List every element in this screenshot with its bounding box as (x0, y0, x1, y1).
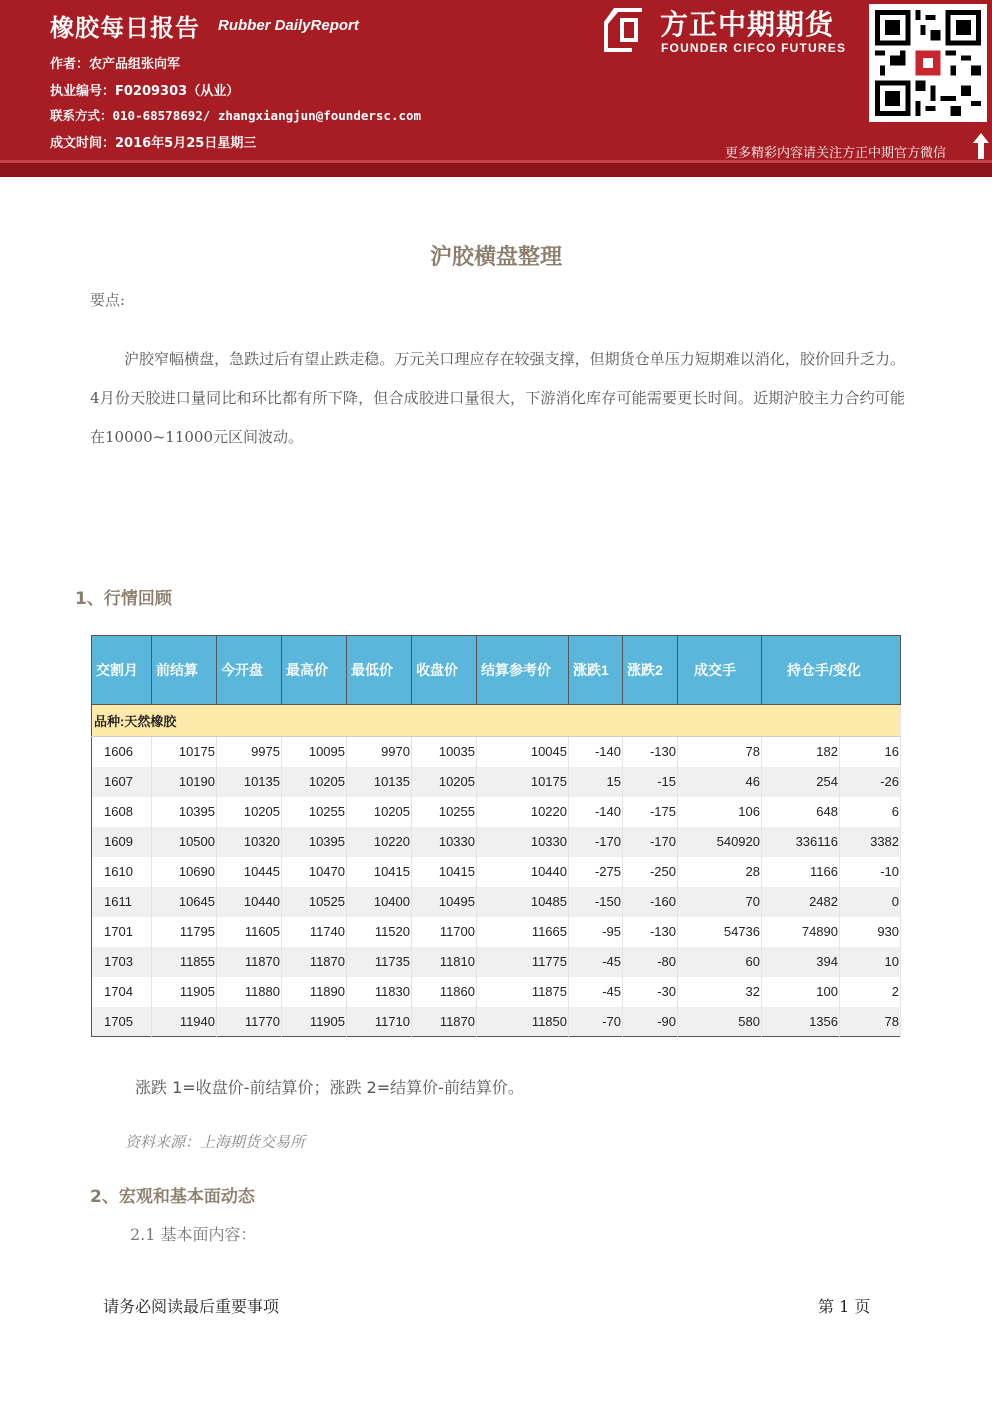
table-cell: 9975 (217, 737, 282, 767)
logo-text-cn: 方正中期期货 (660, 8, 835, 41)
table-cell: 11850 (477, 1007, 569, 1037)
table-cell: 3382 (840, 827, 901, 857)
table-cell: 10400 (347, 887, 412, 917)
table-cell: 11870 (282, 947, 347, 977)
data-source: 资料来源：上海期货交易所 (125, 1133, 306, 1151)
table-cell: 10445 (217, 857, 282, 887)
table-cell: 10525 (282, 887, 347, 917)
table-cell: 10045 (477, 737, 569, 767)
table-cell: 1703 (92, 947, 152, 977)
table-cell: -130 (623, 917, 678, 947)
table-cell: 1705 (92, 1007, 152, 1037)
table-cell: 2482 (762, 887, 840, 917)
table-row (92, 917, 901, 947)
table-cell: 10205 (217, 797, 282, 827)
table-cell: 2 (840, 977, 901, 1007)
table-cell: -250 (623, 857, 678, 887)
table-cell: 182 (762, 737, 840, 767)
table-cell: -175 (623, 797, 678, 827)
column-header: 今开盘 (217, 636, 282, 705)
table-cell: 10220 (347, 827, 412, 857)
logo-icon (604, 8, 642, 52)
table-cell: 32 (678, 977, 762, 1007)
table-cell: 10330 (477, 827, 569, 857)
table-row (92, 857, 901, 887)
table-cell: 10395 (282, 827, 347, 857)
table-cell: 6 (840, 797, 901, 827)
footer-notice: 请务必阅读最后重要事项 (103, 1297, 280, 1316)
table-cell: 11710 (347, 1007, 412, 1037)
table-cell: -26 (840, 767, 901, 797)
table-cell: 11855 (152, 947, 217, 977)
table-cell: 10320 (217, 827, 282, 857)
table-cell: 100 (762, 977, 840, 1007)
table-cell: 106 (678, 797, 762, 827)
table-cell: 11775 (477, 947, 569, 977)
column-header: 前结算 (152, 636, 217, 705)
table-cell: 11880 (217, 977, 282, 1007)
table-cell: 11905 (152, 977, 217, 1007)
table-cell: 1356 (762, 1007, 840, 1037)
table-cell: 11870 (217, 947, 282, 977)
author-line: 作者：农产品组张向军 (50, 57, 181, 72)
table-cell: 16 (840, 737, 901, 767)
table-cell: 11940 (152, 1007, 217, 1037)
table-cell: 10255 (282, 797, 347, 827)
table-cell: 336116 (762, 827, 840, 857)
table-cell: -30 (623, 977, 678, 1007)
section-2-1-title: 2.1 基本面内容： (130, 1225, 257, 1244)
table-row (92, 1007, 901, 1037)
table-cell: 394 (762, 947, 840, 977)
table-cell: 10500 (152, 827, 217, 857)
table-cell: 10645 (152, 887, 217, 917)
column-header: 交割月 (92, 636, 152, 705)
table-cell: 11905 (282, 1007, 347, 1037)
table-cell: -150 (569, 887, 623, 917)
table-cell: 10495 (412, 887, 477, 917)
table-cell: 28 (678, 857, 762, 887)
table-cell: 1610 (92, 857, 152, 887)
table-cell: 930 (840, 917, 901, 947)
table-cell: 10470 (282, 857, 347, 887)
table-cell: -80 (623, 947, 678, 977)
table-row (92, 797, 901, 827)
table-cell: -10 (840, 857, 901, 887)
table-cell: 11810 (412, 947, 477, 977)
table-row (92, 827, 901, 857)
license-line: 执业编号：F0209303（从业） (50, 84, 240, 99)
table-header-row (92, 636, 901, 705)
table-cell: 10190 (152, 767, 217, 797)
table-note: 涨跌 1=收盘价-前结算价；涨跌 2=结算价-前结算价。 (135, 1078, 524, 1097)
table-cell: 10135 (217, 767, 282, 797)
column-header: 成交手 (678, 636, 762, 705)
table-cell: -70 (569, 1007, 623, 1037)
market-review-table (91, 635, 901, 1037)
column-header: 最低价 (347, 636, 412, 705)
table-cell: 10485 (477, 887, 569, 917)
table-cell: 74890 (762, 917, 840, 947)
table-cell: 10415 (412, 857, 477, 887)
key-points-label: 要点: (90, 291, 126, 309)
table-cell: 11605 (217, 917, 282, 947)
table-cell: -160 (623, 887, 678, 917)
table-cell: -275 (569, 857, 623, 887)
table-cell: 254 (762, 767, 840, 797)
table-cell: 1609 (92, 827, 152, 857)
table-row (92, 887, 901, 917)
table-cell: 11830 (347, 977, 412, 1007)
table-cell: 11740 (282, 917, 347, 947)
table-cell: 11700 (412, 917, 477, 947)
table-cell: 9970 (347, 737, 412, 767)
table-cell: 10035 (412, 737, 477, 767)
table-cell: 10255 (412, 797, 477, 827)
table-cell: -95 (569, 917, 623, 947)
table-cell: 15 (569, 767, 623, 797)
table-cell: 10095 (282, 737, 347, 767)
table-row (92, 737, 901, 767)
section-2-title: 2、宏观和基本面动态 (90, 1187, 255, 1207)
table-cell: 10 (840, 947, 901, 977)
table-cell: 10175 (477, 767, 569, 797)
table-cell: 1611 (92, 887, 152, 917)
column-header: 涨跌1 (569, 636, 623, 705)
table-cell: -140 (569, 737, 623, 767)
table-row (92, 947, 901, 977)
table-cell: 540920 (678, 827, 762, 857)
date-line: 成文时间：2016年5月25日星期三 (50, 136, 257, 151)
report-title-cn: 橡胶每日报告 (50, 14, 200, 42)
arrow-up-icon (973, 133, 989, 159)
logo-text-en: FOUNDER CIFCO FUTURES (661, 41, 847, 55)
summary-paragraph: 沪胶窄幅横盘，急跌过后有望止跌走稳。万元关口理应存在较强支撑，但期货仓单压力短期难以消化，胶价回升乏力。4月份天胶进口量同比和环比都有所下降，但合成胶进口量很大，下游消化库存可能需要更长时间。近期沪胶主力合约可能在10000~11000元区间波动。 (90, 350, 905, 446)
table-cell: 10690 (152, 857, 217, 887)
table-cell: 11870 (412, 1007, 477, 1037)
variety-row (92, 705, 901, 737)
page-number: 第 1 页 (818, 1297, 871, 1316)
table-cell: 10205 (412, 767, 477, 797)
table-cell: 1607 (92, 767, 152, 797)
table-cell: 11665 (477, 917, 569, 947)
table-cell: 1608 (92, 797, 152, 827)
table-cell: -15 (623, 767, 678, 797)
table-cell: 78 (840, 1007, 901, 1037)
table-cell: -90 (623, 1007, 678, 1037)
table-cell: 10135 (347, 767, 412, 797)
table-cell: -170 (623, 827, 678, 857)
document-title: 沪胶横盘整理 (429, 245, 562, 270)
column-header: 持仓手/变化 (762, 636, 901, 705)
table-cell: 1606 (92, 737, 152, 767)
table-cell: 1166 (762, 857, 840, 887)
table-cell: 11735 (347, 947, 412, 977)
contact-line: 联系方式：010-68578692/ zhangxiangjun@foundersc.com (50, 108, 422, 123)
qr-code-icon[interactable] (869, 4, 987, 122)
table-cell: 54736 (678, 917, 762, 947)
table-cell: 11520 (347, 917, 412, 947)
table-cell: 580 (678, 1007, 762, 1037)
column-header: 涨跌2 (623, 636, 678, 705)
table-cell: 10205 (347, 797, 412, 827)
column-header: 结算参考价 (477, 636, 569, 705)
table-cell: 1701 (92, 917, 152, 947)
table-cell: -130 (623, 737, 678, 767)
column-header: 收盘价 (412, 636, 477, 705)
table-cell: -45 (569, 977, 623, 1007)
table-cell: 0 (840, 887, 901, 917)
table-cell: 70 (678, 887, 762, 917)
table-cell: 648 (762, 797, 840, 827)
table-cell: 11875 (477, 977, 569, 1007)
table-cell: 1704 (92, 977, 152, 1007)
table-cell: 10395 (152, 797, 217, 827)
table-cell: 10440 (477, 857, 569, 887)
table-cell: 10330 (412, 827, 477, 857)
table-cell: 11795 (152, 917, 217, 947)
variety-label: 品种:天然橡胶 (92, 705, 901, 737)
table-cell: -170 (569, 827, 623, 857)
table-cell: -45 (569, 947, 623, 977)
table-cell: 10415 (347, 857, 412, 887)
table-row (92, 977, 901, 1007)
table-cell: 78 (678, 737, 762, 767)
section-1-title: 1、行情回顾 (75, 589, 172, 609)
table-cell: 10220 (477, 797, 569, 827)
column-header: 最高价 (282, 636, 347, 705)
table-cell: 46 (678, 767, 762, 797)
table-row (92, 767, 901, 797)
report-title-en: Rubber DailyReport (218, 17, 359, 34)
table-cell: 11890 (282, 977, 347, 1007)
table-cell: 10205 (282, 767, 347, 797)
table-cell: 11770 (217, 1007, 282, 1037)
follow-wechat-text: 更多精彩内容请关注方正中期官方微信 (725, 146, 947, 161)
table-cell: 60 (678, 947, 762, 977)
header-bottom-band (0, 163, 992, 177)
table-cell: 11860 (412, 977, 477, 1007)
table-cell: -140 (569, 797, 623, 827)
table-cell: 10440 (217, 887, 282, 917)
table-cell: 10175 (152, 737, 217, 767)
